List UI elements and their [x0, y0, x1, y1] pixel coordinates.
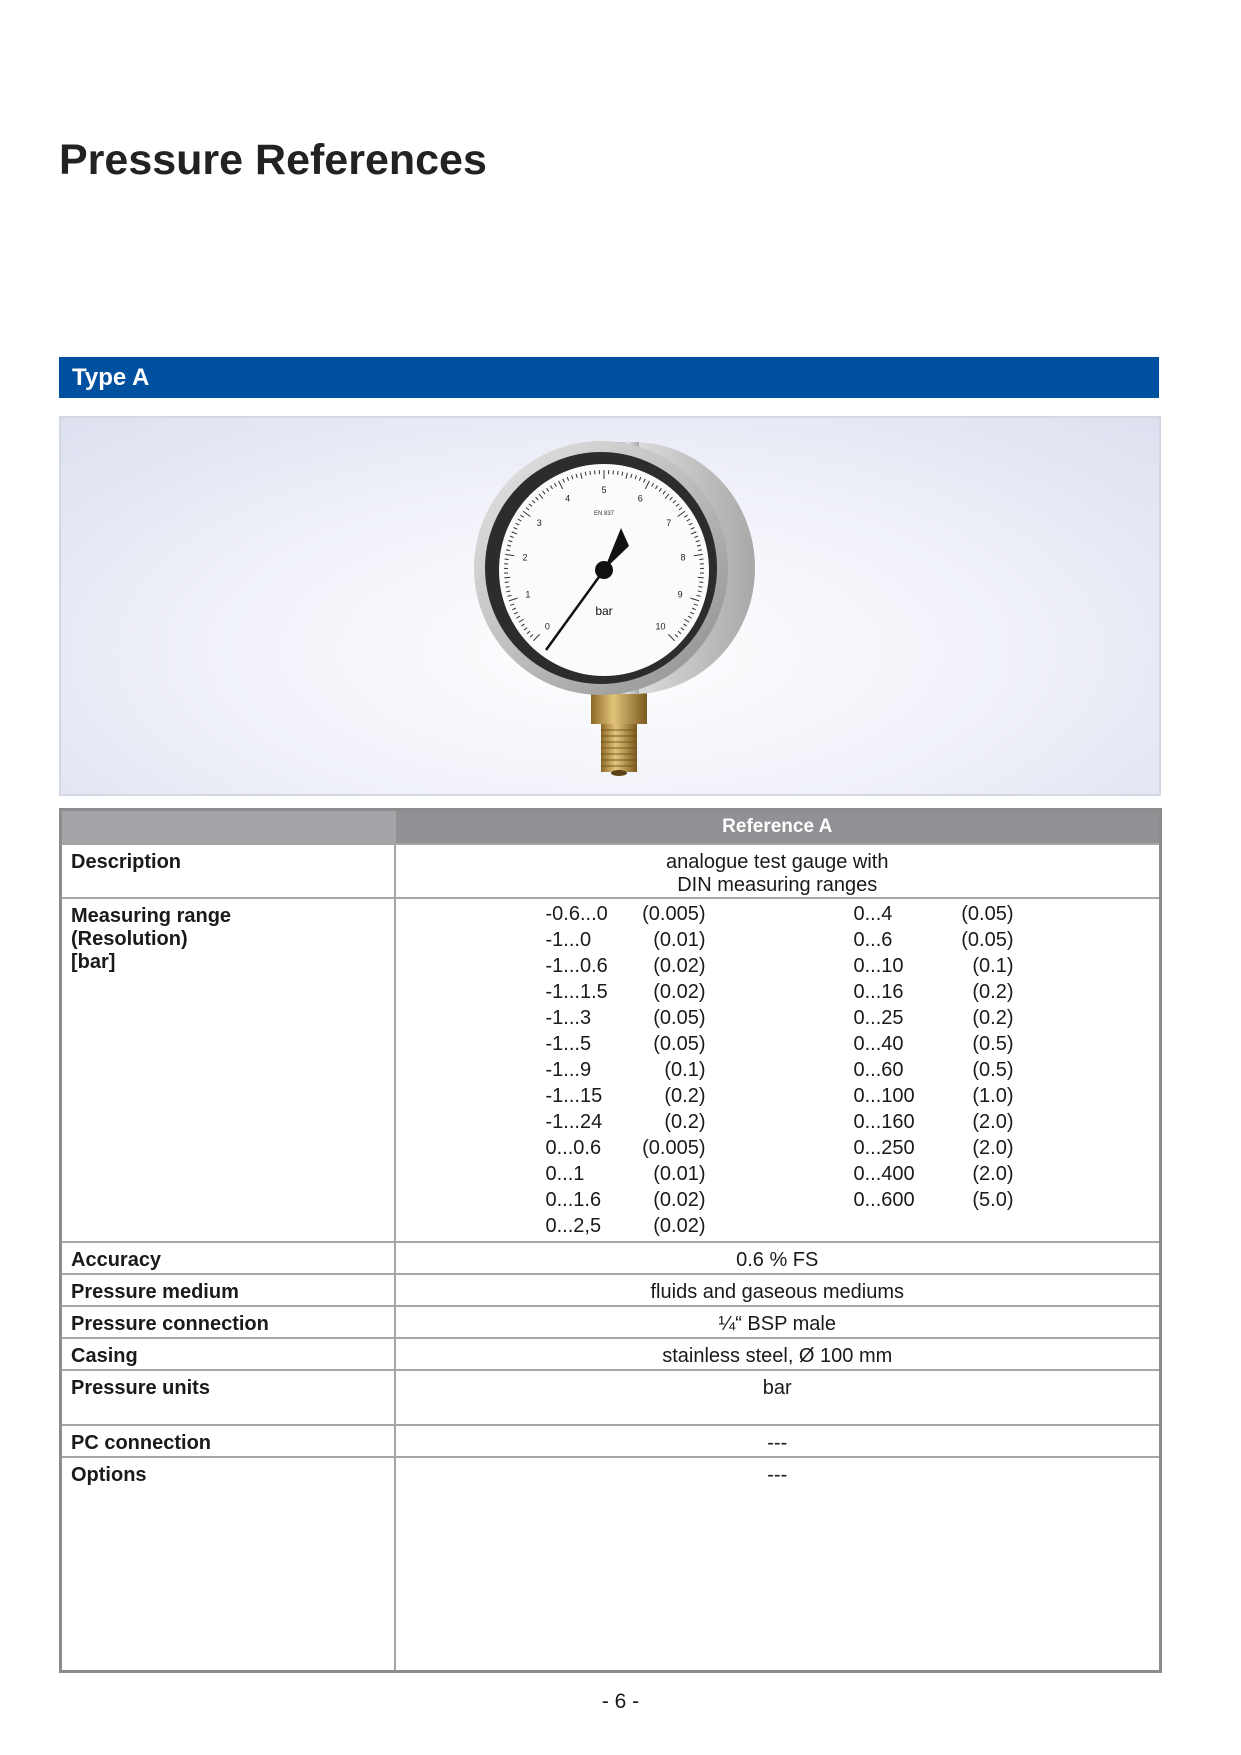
description-label: Description [61, 844, 395, 898]
dial-number: 6 [637, 493, 643, 504]
range-value: 0...160 [853, 1111, 915, 1133]
range-resolution: (0.05) [653, 1007, 706, 1029]
pc-connection-label: PC connection [61, 1425, 395, 1457]
range-value: -1...5 [545, 1033, 592, 1055]
range-row [854, 1161, 1014, 1187]
range-row [854, 1109, 1014, 1135]
range-value: 0...600 [853, 1189, 915, 1211]
range-row [546, 1005, 706, 1031]
dial-number: 1 [525, 589, 531, 600]
pressure-gauge-image [61, 418, 1159, 794]
dial-number: 3 [536, 517, 542, 528]
options-value: --- [395, 1457, 1161, 1671]
accuracy-value: 0.6 % FS [395, 1242, 1161, 1274]
pc-connection-value: --- [395, 1425, 1161, 1457]
casing-label: Casing [61, 1338, 395, 1370]
range-resolution: (0.005) [642, 1137, 706, 1159]
range-resolution: (0.05) [961, 903, 1014, 925]
range-row [546, 1161, 706, 1187]
range-resolution: (0.02) [653, 1215, 706, 1237]
measuring-range-label [61, 898, 395, 1242]
range-row [854, 1005, 1014, 1031]
dial-number: 8 [680, 552, 686, 563]
range-resolution: (0.005) [642, 903, 706, 925]
range-resolution: (0.01) [653, 1163, 706, 1185]
range-resolution: (0.02) [653, 981, 706, 1003]
dial-tick [590, 471, 591, 475]
page-title: Pressure References [59, 136, 487, 184]
row-accuracy [61, 1242, 1161, 1274]
range-row [546, 901, 706, 927]
range-resolution: (0.05) [653, 1033, 706, 1055]
range-resolution: (0.2) [664, 1085, 706, 1107]
row-description [61, 844, 1161, 898]
specification-table [59, 808, 1162, 1673]
range-row [546, 953, 706, 979]
dial-number: 5 [601, 485, 607, 495]
row-pressure-units [61, 1370, 1161, 1425]
gauge-unit-label: bar [595, 604, 613, 618]
measuring-range-value [395, 898, 1161, 1242]
range-value: 0...6 [853, 929, 893, 951]
range-value: -1...15 [545, 1085, 603, 1107]
pressure-units-label: Pressure units [61, 1370, 395, 1425]
range-value: 0...400 [853, 1163, 915, 1185]
range-value: 0...250 [853, 1137, 915, 1159]
range-value: 0...100 [853, 1085, 915, 1107]
row-pressure-medium [61, 1274, 1161, 1306]
range-resolution: (0.02) [653, 1189, 706, 1211]
gauge-case [474, 441, 755, 695]
options-label: Options [61, 1457, 395, 1671]
measuring-range-label-line-2: (Resolution) [71, 928, 188, 950]
row-options [61, 1457, 1161, 1671]
range-value: 0...40 [853, 1033, 904, 1055]
casing-value: stainless steel, Ø 100 mm [395, 1338, 1161, 1370]
range-row [854, 1031, 1014, 1057]
range-resolution: (1.0) [972, 1085, 1014, 1107]
range-value: 0...0.6 [545, 1137, 602, 1159]
measuring-range-label-line-1: Measuring range [71, 905, 232, 927]
range-resolution: (0.2) [972, 981, 1014, 1003]
range-value: 0...10 [853, 955, 904, 977]
range-value: -1...9 [545, 1059, 592, 1081]
range-row [546, 1031, 706, 1057]
measuring-range-label-line-3: [bar] [71, 951, 116, 973]
range-value: -1...3 [545, 1007, 592, 1029]
product-image-panel [59, 416, 1161, 796]
page-number: - 6 - [601, 1690, 640, 1713]
range-value: -1...0 [545, 929, 592, 951]
dial-number: 4 [565, 493, 571, 504]
range-value: 0...25 [853, 1007, 904, 1029]
range-value: 0...4 [853, 903, 893, 925]
range-list-right [854, 901, 1014, 1213]
dial-tick [505, 582, 509, 583]
range-resolution: (2.0) [972, 1163, 1014, 1185]
range-row [854, 979, 1014, 1005]
dial-number: 10 [655, 621, 666, 632]
range-resolution: (0.2) [664, 1111, 706, 1133]
range-resolution: (0.01) [653, 929, 706, 951]
description-value [395, 844, 1161, 898]
range-value: 0...1.6 [545, 1189, 602, 1211]
range-row [546, 1135, 706, 1161]
range-value: 0...16 [853, 981, 904, 1003]
range-value: -1...1.5 [545, 981, 608, 1003]
gauge-standard-label: EN 837 [593, 511, 615, 517]
range-row [854, 1057, 1014, 1083]
description-line-2: DIN measuring ranges [677, 874, 878, 896]
type-section-header [59, 357, 1159, 398]
range-resolution: (0.02) [653, 955, 706, 977]
pressure-connection-value: ¼“ BSP male [395, 1306, 1161, 1338]
pressure-medium-value: fluids and gaseous mediums [395, 1274, 1161, 1306]
description-line-1: analogue test gauge with [666, 851, 889, 873]
dial-number: 0 [544, 621, 550, 632]
row-pressure-connection [61, 1306, 1161, 1338]
range-resolution: (0.1) [972, 955, 1014, 977]
pressure-units-value: bar [395, 1370, 1161, 1425]
table-header-row [61, 810, 1161, 845]
range-value: -0.6...0 [545, 903, 608, 925]
range-resolution: (0.2) [972, 1007, 1014, 1029]
dial-number: 7 [666, 517, 672, 528]
range-value: 0...2,5 [545, 1215, 602, 1237]
range-resolution: (0.05) [961, 929, 1014, 951]
dial-tick [699, 587, 703, 588]
range-row [546, 1057, 706, 1083]
range-row [546, 1083, 706, 1109]
range-row [854, 1187, 1014, 1213]
header-blank-cell [61, 810, 395, 845]
range-row [854, 927, 1014, 953]
dial-number: 2 [522, 552, 528, 563]
range-resolution: (0.1) [664, 1059, 706, 1081]
range-row [546, 979, 706, 1005]
range-row [854, 901, 1014, 927]
dial-tick [505, 587, 509, 588]
accuracy-label: Accuracy [61, 1242, 395, 1274]
range-resolution: (0.5) [972, 1033, 1014, 1055]
pressure-connection-label: Pressure connection [61, 1306, 395, 1338]
range-value: 0...1 [545, 1163, 585, 1185]
range-row [546, 1213, 706, 1239]
range-value: -1...24 [545, 1111, 603, 1133]
dial-number: 9 [677, 589, 683, 600]
row-measuring-range [61, 898, 1161, 1242]
range-resolution: (2.0) [972, 1111, 1014, 1133]
dial-tick [699, 582, 703, 583]
range-resolution: (5.0) [972, 1189, 1014, 1211]
range-row [546, 927, 706, 953]
range-resolution: (2.0) [972, 1137, 1014, 1159]
range-row [546, 1187, 706, 1213]
pressure-medium-label: Pressure medium [61, 1274, 395, 1306]
range-value: 0...60 [853, 1059, 904, 1081]
dial-tick [618, 471, 619, 475]
type-section-title: Type A [72, 364, 150, 391]
range-row [854, 1135, 1014, 1161]
range-row [854, 953, 1014, 979]
range-list-left [546, 901, 706, 1239]
header-reference-a: Reference A [395, 810, 1161, 845]
range-value: -1...0.6 [545, 955, 608, 977]
row-pc-connection [61, 1425, 1161, 1457]
range-resolution: (0.5) [972, 1059, 1014, 1081]
row-casing [61, 1338, 1161, 1370]
range-row [854, 1083, 1014, 1109]
range-row [546, 1109, 706, 1135]
